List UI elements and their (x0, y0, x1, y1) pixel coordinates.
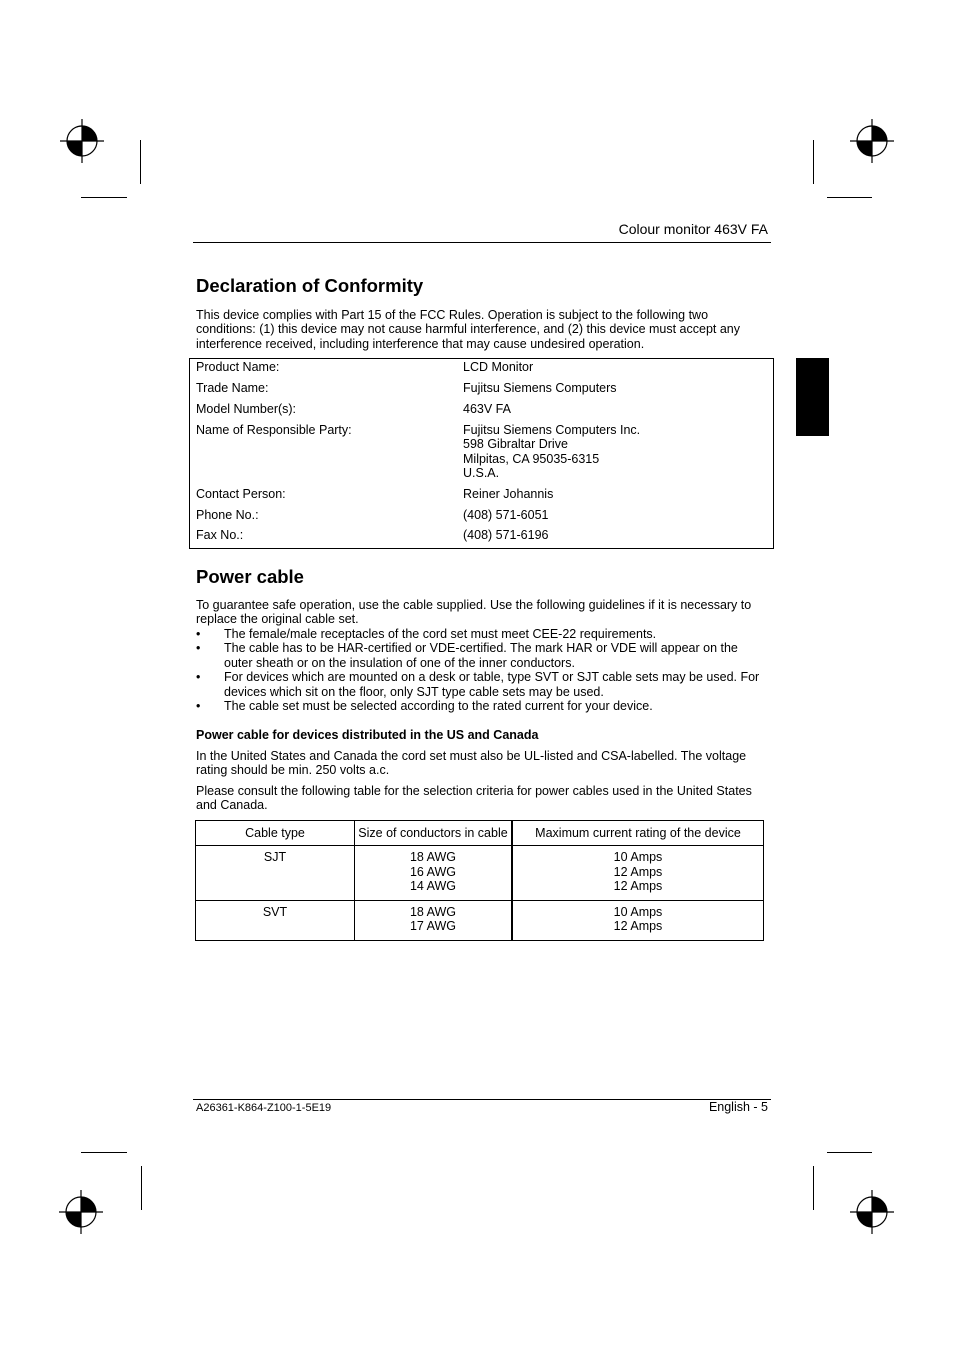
declaration-value: 463V FA (463, 402, 511, 416)
power-cable-intro: To guarantee safe operation, use the cable supplied. Use the following guidelines if it is necessary to replace the original cable set. (196, 598, 752, 627)
declaration-value: Fujitsu Siemens Computers (463, 381, 617, 395)
declaration-label: Name of Responsible Party: (196, 423, 352, 437)
document-number: A26361-K864-Z100-1-5E19 (196, 1102, 332, 1114)
crop-line (140, 140, 141, 184)
running-header: Colour monitor 463V FA (618, 221, 768, 237)
table-row (196, 846, 764, 901)
declaration-value: (408) 571-6051 (463, 508, 549, 522)
cable-selection-table (195, 820, 764, 941)
bullet-icon: • (196, 641, 201, 656)
column-header: Size of conductors in cable (355, 821, 513, 846)
consult-text: Please consult the following table for the selection criteria for power cables used in the United States and Canada. (196, 784, 752, 813)
table-cell: SJT (196, 846, 355, 901)
registration-mark-icon (60, 119, 104, 163)
registration-mark-icon (850, 1190, 894, 1234)
header-rule (193, 242, 771, 243)
section-thumb-tab (796, 358, 829, 436)
table-cell: 18 AWG 17 AWG (355, 900, 513, 940)
crop-line (827, 1152, 872, 1153)
page-number: English - 5 (708, 1100, 768, 1114)
crop-line (81, 1152, 127, 1153)
declaration-value: LCD Monitor (463, 360, 534, 374)
crop-line (813, 140, 814, 184)
list-item (196, 641, 766, 670)
us-canada-subheading: Power cable for devices distributed in the US and Canada (196, 728, 539, 742)
crop-line (827, 197, 872, 198)
bullet-icon: • (196, 699, 201, 714)
list-item-text: The cable set must be selected according to the rated current for your device. (224, 699, 653, 714)
declaration-label: Fax No.: (196, 528, 244, 542)
table-cell: 10 Amps 12 Amps 12 Amps (512, 846, 764, 901)
registration-mark-icon (850, 119, 894, 163)
crop-line (141, 1166, 142, 1210)
table-cell: 10 Amps 12 Amps (512, 900, 764, 940)
declaration-label: Model Number(s): (196, 402, 297, 416)
crop-line (813, 1166, 814, 1210)
declaration-value: Fujitsu Siemens Computers Inc. 598 Gibraltar Drive Milpitas, CA 95035-6315 U.S.A. (463, 423, 641, 481)
crop-line (81, 197, 127, 198)
bullet-icon: • (196, 670, 201, 685)
declaration-value: Reiner Johannis (463, 487, 554, 501)
declaration-label: Phone No.: (196, 508, 259, 522)
declaration-info-box (189, 358, 774, 549)
requirements-list (196, 627, 766, 713)
declaration-label: Contact Person: (196, 487, 286, 501)
list-item-text: For devices which are mounted on a desk or table, type SVT or SJT cable sets may be used. For devices which sit on the floor, only SJT type cable sets may be used. (224, 670, 760, 699)
table-row (196, 900, 764, 940)
list-item (196, 699, 766, 713)
declaration-label: Product Name: (196, 360, 280, 374)
table-cell: SVT (196, 900, 355, 940)
column-header: Maximum current rating of the device (512, 821, 764, 846)
column-header: Cable type (196, 821, 355, 846)
declaration-label: Trade Name: (196, 381, 269, 395)
declaration-heading: Declaration of Conformity (196, 275, 424, 296)
declaration-value: (408) 571-6196 (463, 528, 549, 542)
power-cable-heading: Power cable (196, 566, 304, 587)
list-item-text: The female/male receptacles of the cord set must meet CEE-22 requirements. (224, 627, 657, 641)
table-cell: 18 AWG 16 AWG 14 AWG (355, 846, 513, 901)
list-item (196, 670, 766, 699)
registration-mark-icon (59, 1190, 103, 1234)
table-header-row (196, 821, 764, 846)
bullet-icon: • (196, 627, 201, 641)
list-item-text: The cable has to be HAR-certified or VDE-certified. The mark HAR or VDE will appear on the outer sheath or on the insulation of one of the inner conductors. (224, 641, 738, 670)
us-canada-text: In the United States and Canada the cord set must also be UL-listed and CSA-labelled. The voltage rating should be min. 250 volts a.c. (196, 749, 747, 778)
footer-rule (193, 1099, 771, 1100)
list-item (196, 627, 766, 641)
declaration-intro: This device complies with Part 15 of the FCC Rules. Operation is subject to the following two conditions: (1) this device may not cause harmful interference, and (2) this device must accept any interference received, including interference that may cause undesired operation. (196, 308, 741, 351)
